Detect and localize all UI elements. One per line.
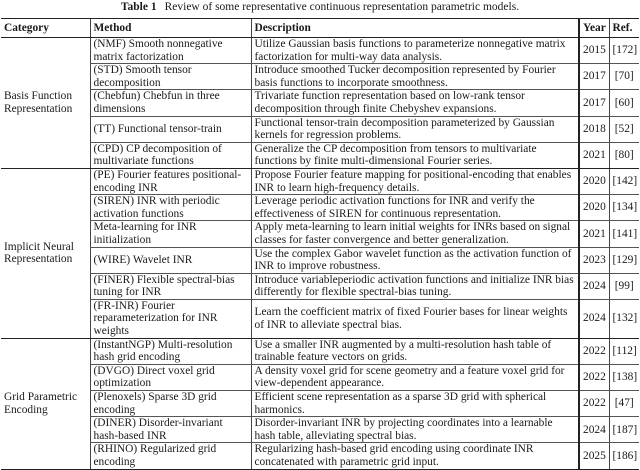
table-body: [1, 38, 639, 470]
ref-cell: [99]: [609, 273, 639, 299]
table-row: [1, 247, 639, 273]
method-cell: (InstantNGP) Multi-resolution hash grid encoding: [90, 338, 251, 364]
ref-cell: [187]: [609, 417, 639, 443]
method-cell: (TT) Functional tensor-train: [90, 116, 251, 142]
table-row: [1, 195, 639, 221]
description-cell: Trivariate function representation based on low-rank tensor decomposition through finite Chebyshev expansions.: [251, 90, 579, 116]
year-cell: 2025: [579, 443, 609, 469]
year-cell: 2017: [579, 90, 609, 116]
ref-cell: [138]: [609, 364, 639, 390]
method-cell: (FINER) Flexible spectral-bias tuning for INR: [90, 273, 251, 299]
description-cell: A density voxel grid for scene geometry and a feature voxel grid for view-dependent appearance.: [251, 364, 579, 390]
table-row: [1, 417, 639, 443]
caption-text: Review of some representative continuous representation parametric models.: [164, 1, 520, 13]
year-cell: 2022: [579, 391, 609, 417]
description-cell: Use the complex Gabor wavelet function as the activation function of INR to improve robustness.: [251, 247, 579, 273]
description-cell: Introduce smoothed Tucker decomposition represented by Fourier basis functions to incorporate smoothness.: [251, 64, 579, 90]
year-cell: 2022: [579, 364, 609, 390]
category-cell: Basis Function Representation: [1, 38, 90, 169]
description-cell: Apply meta-learning to learn initial weights for INRs based on signal classes for faster convergence and better generalization.: [251, 221, 579, 247]
ref-cell: [80]: [609, 142, 639, 168]
table-label: Table 1: [120, 1, 157, 13]
description-cell: Efficient scene representation as a sparse 3D grid with spherical harmonics.: [251, 391, 579, 417]
ref-cell: [112]: [609, 338, 639, 364]
ref-cell: [129]: [609, 247, 639, 273]
models-table: [1, 18, 639, 470]
table-row: [1, 221, 639, 247]
header-ref: Ref.: [609, 19, 639, 38]
year-cell: 2022: [579, 338, 609, 364]
ref-cell: [141]: [609, 221, 639, 247]
year-cell: 2018: [579, 116, 609, 142]
year-cell: 2020: [579, 168, 609, 194]
year-cell: 2024: [579, 417, 609, 443]
year-cell: 2024: [579, 273, 609, 299]
header-method: Method: [90, 19, 251, 38]
description-cell: Use a smaller INR augmented by a multi-resolution hash table of trainable feature vectors on grids.: [251, 338, 579, 364]
table-row: [1, 142, 639, 168]
method-cell: (Plenoxels) Sparse 3D grid encoding: [90, 391, 251, 417]
table-row: [1, 273, 639, 299]
method-cell: (DVGO) Direct voxel grid optimization: [90, 364, 251, 390]
method-cell: (NMF) Smooth nonnegative matrix factorization: [90, 38, 251, 64]
ref-cell: [52]: [609, 116, 639, 142]
table-row: [1, 168, 639, 194]
ref-cell: [134]: [609, 195, 639, 221]
ref-cell: [60]: [609, 90, 639, 116]
description-cell: Leverage periodic activation functions for INR and verify the effectiveness of SIREN for continuous representation.: [251, 195, 579, 221]
table-caption: [0, 1, 640, 14]
description-cell: Propose Fourier feature mapping for positional-encoding that enables INR to learn high-frequency details.: [251, 168, 579, 194]
header-row: [1, 19, 639, 38]
method-cell: (Chebfun) Chebfun in three dimensions: [90, 90, 251, 116]
description-cell: Generalize the CP decomposition from tensors to multivariate functions by finite multi-dimensional Fourier series.: [251, 142, 579, 168]
ref-cell: [186]: [609, 443, 639, 469]
table-row: [1, 391, 639, 417]
header-year: Year: [579, 19, 609, 38]
year-cell: 2023: [579, 247, 609, 273]
table-row: [1, 64, 639, 90]
method-cell: Meta-learning for INR initialization: [90, 221, 251, 247]
description-cell: Disorder-invariant INR by projecting coordinates into a learnable hash table, alleviating spectral bias.: [251, 417, 579, 443]
description-cell: Utilize Gaussian basis functions to parameterize nonnegative matrix factorization for multi-way data analysis.: [251, 38, 579, 64]
method-cell: (FR-INR) Fourier reparameterization for INR weights: [90, 299, 251, 338]
description-cell: Introduce variableperiodic activation functions and initialize INR bias differently for flexible spectral-bias tuning.: [251, 273, 579, 299]
method-cell: (STD) Smooth tensor decomposition: [90, 64, 251, 90]
ref-cell: [70]: [609, 64, 639, 90]
year-cell: 2021: [579, 142, 609, 168]
method-cell: (DINER) Disorder-invariant hash-based INR: [90, 417, 251, 443]
table-row: [1, 90, 639, 116]
table-row: [1, 364, 639, 390]
year-cell: 2021: [579, 221, 609, 247]
description-cell: Regularizing hash-based grid encoding using coordinate INR concatenated with parametric grid input.: [251, 443, 579, 469]
ref-cell: [132]: [609, 299, 639, 338]
table-row: [1, 338, 639, 364]
year-cell: 2024: [579, 299, 609, 338]
year-cell: 2020: [579, 195, 609, 221]
header-category: Category: [1, 19, 90, 38]
method-cell: (RHINO) Regularized grid encoding: [90, 443, 251, 469]
table-row: [1, 116, 639, 142]
method-cell: (CPD) CP decomposition of multivariate functions: [90, 142, 251, 168]
ref-cell: [172]: [609, 38, 639, 64]
description-cell: Learn the coefficient matrix of fixed Fourier bases for linear weights of INR to alleviate spectral bias.: [251, 299, 579, 338]
ref-cell: [47]: [609, 391, 639, 417]
table-row: [1, 299, 639, 338]
method-cell: (WIRE) Wavelet INR: [90, 247, 251, 273]
header-description: Description: [251, 19, 579, 38]
year-cell: 2015: [579, 38, 609, 64]
table-row: [1, 38, 639, 64]
year-cell: 2017: [579, 64, 609, 90]
category-cell: Grid Parametric Encoding: [1, 338, 90, 469]
ref-cell: [142]: [609, 168, 639, 194]
method-cell: (SIREN) INR with periodic activation functions: [90, 195, 251, 221]
description-cell: Functional tensor-train decomposition parameterized by Gaussian kernels for regression problems.: [251, 116, 579, 142]
method-cell: (PE) Fourier features positional-encoding INR: [90, 168, 251, 194]
category-cell: Implicit Neural Representation: [1, 168, 90, 338]
